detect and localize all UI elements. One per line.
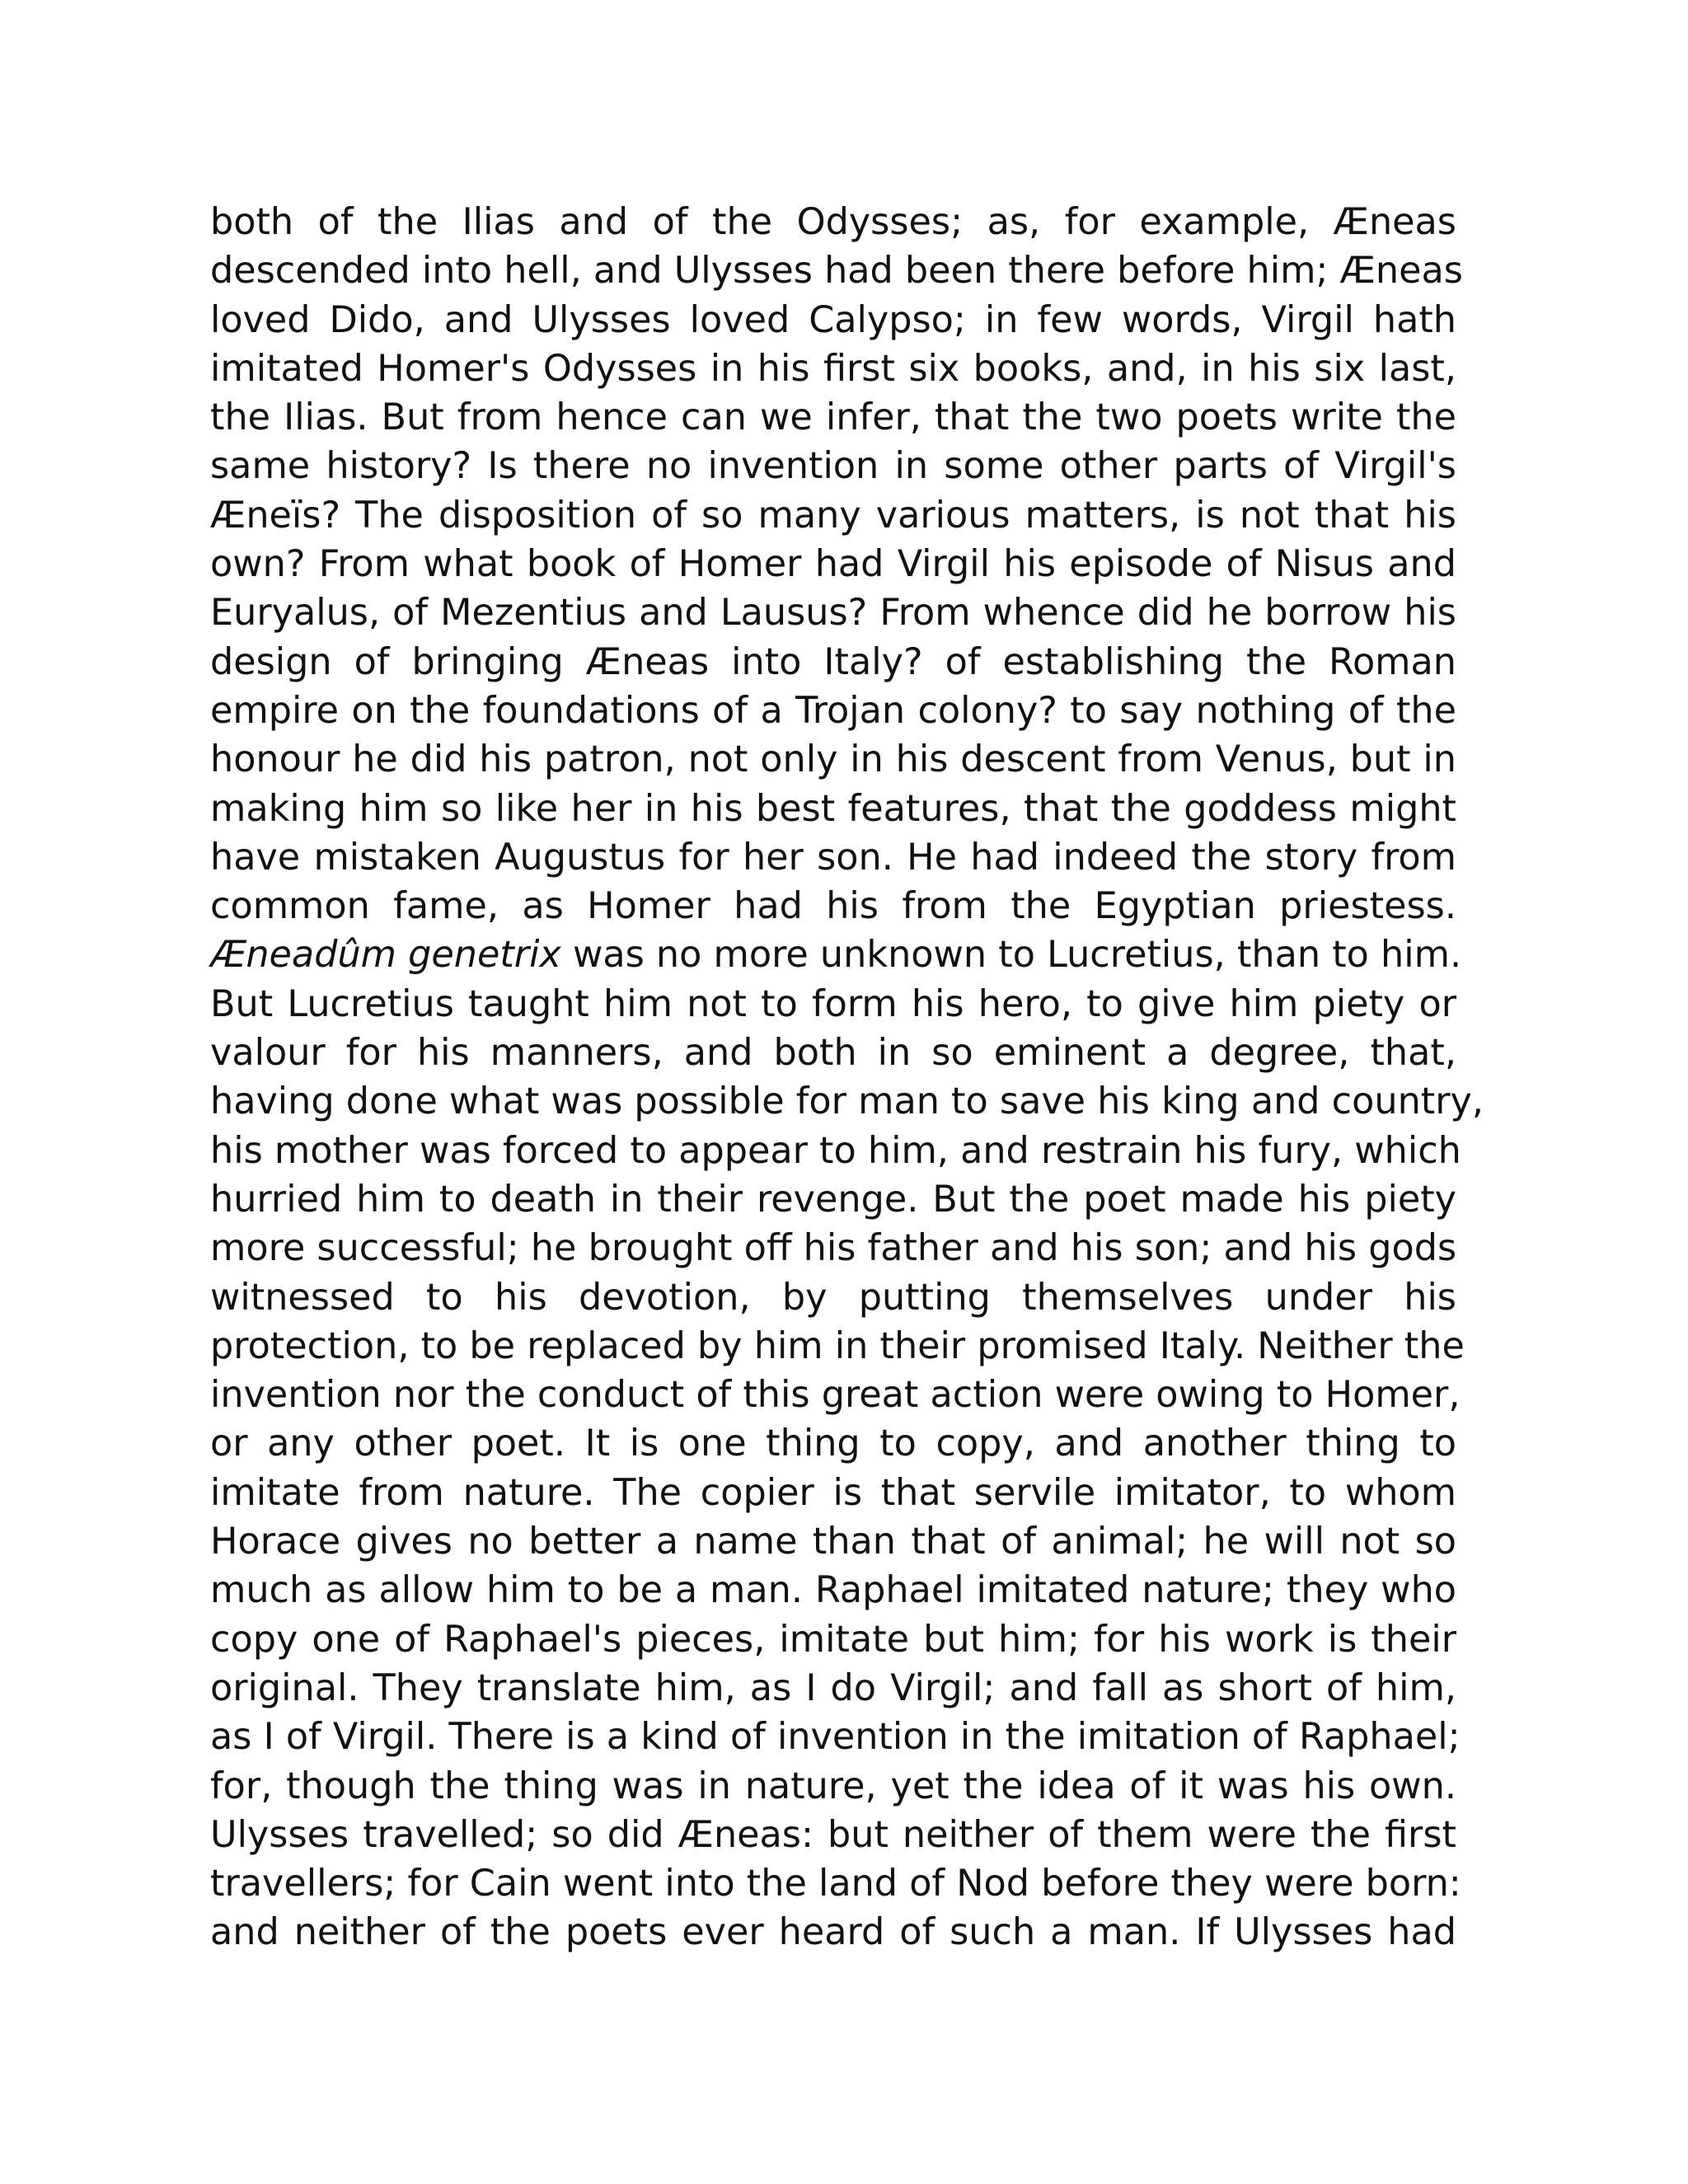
- text-line: Euryalus, of Mezentius and Lausus? From whence did he borrow his: [210, 592, 1456, 635]
- text-line: valour for his manners, and both in so eminent a degree, that,: [210, 1032, 1456, 1075]
- text-line: witnessed to his devotion, by putting themselves under his: [210, 1276, 1456, 1319]
- text-line: Æneïs? The disposition of so many various matters, is not that his: [210, 494, 1456, 537]
- text-line: loved Dido, and Ulysses loved Calypso; in few words, Virgil hath: [210, 298, 1456, 341]
- text-line: original. They translate him, as I do Virgil; and fall as short of him,: [210, 1666, 1456, 1709]
- text-line: Ulysses travelled; so did Æneas: but neither of them were the first: [210, 1813, 1456, 1856]
- text-line: But Lucretius taught him not to form his hero, to give him piety or: [210, 982, 1456, 1025]
- text-line: common fame, as Homer had his from the Egyptian priestess.: [210, 885, 1456, 928]
- text-line: imitated Homer's Odysses in his first six books, and, in his six last,: [210, 347, 1456, 390]
- text-line: descended into hell, and Ulysses had been there before him; Æneas: [210, 250, 1463, 293]
- text-line: own? From what book of Homer had Virgil his episode of Nisus and: [210, 543, 1456, 586]
- text-line: or any other poet. It is one thing to copy, and another thing to: [210, 1422, 1456, 1465]
- text-line: for, though the thing was in nature, yet the idea of it was his own.: [210, 1765, 1456, 1807]
- text-line-with-italic: [210, 930, 1462, 979]
- text-line: travellers; for Cain went into the land of Nod before they were born:: [210, 1863, 1461, 1905]
- text-line: have mistaken Augustus for her son. He had indeed the story from: [210, 836, 1456, 879]
- text-line: imitate from nature. The copier is that servile imitator, to whom: [210, 1471, 1456, 1514]
- text-line: making him so like her in his best features, that the goddess might: [210, 787, 1456, 830]
- text-line: the Ilias. But from hence can we infer, that the two poets write the: [210, 396, 1456, 439]
- text-line: Horace gives no better a name than that of animal; he will not so: [210, 1521, 1456, 1563]
- text-line: same history? Is there no invention in some other parts of Virgil's: [210, 445, 1456, 488]
- text-line: copy one of Raphael's pieces, imitate but him; for his work is their: [210, 1618, 1456, 1661]
- line-remainder: was no more unknown to Lucretius, than to him.: [560, 934, 1462, 977]
- text-line: invention nor the conduct of this great action were owing to Homer,: [210, 1374, 1461, 1417]
- text-line: having done what was possible for man to save his king and country,: [210, 1080, 1484, 1123]
- text-line: as I of Virgil. There is a kind of invention in the imitation of Raphael;: [210, 1716, 1461, 1759]
- text-line: protection, to be replaced by him in their promised Italy. Neither the: [210, 1324, 1465, 1367]
- text-line: hurried him to death in their revenge. But the poet made his piety: [210, 1178, 1456, 1221]
- text-line: much as allow him to be a man. Raphael imitated nature; they who: [210, 1569, 1456, 1612]
- body-text: [210, 198, 1484, 1957]
- text-line: more successful; he brought off his father and his son; and his gods: [210, 1227, 1457, 1270]
- text-line: empire on the foundations of a Trojan colony? to say nothing of the: [210, 689, 1456, 732]
- text-line: both of the Ilias and of the Odysses; as, for example, Æneas: [210, 201, 1456, 243]
- text-line: design of bringing Æneas into Italy? of establishing the Roman: [210, 640, 1456, 683]
- text-line: honour he did his patron, not only in his descent from Venus, but in: [210, 738, 1456, 781]
- text-line: his mother was forced to appear to him, and restrain his fury, which: [210, 1129, 1461, 1172]
- text-line: and neither of the poets ever heard of such a man. If Ulysses had: [210, 1911, 1456, 1954]
- italic-phrase: Æneadûm genetrix: [210, 934, 561, 977]
